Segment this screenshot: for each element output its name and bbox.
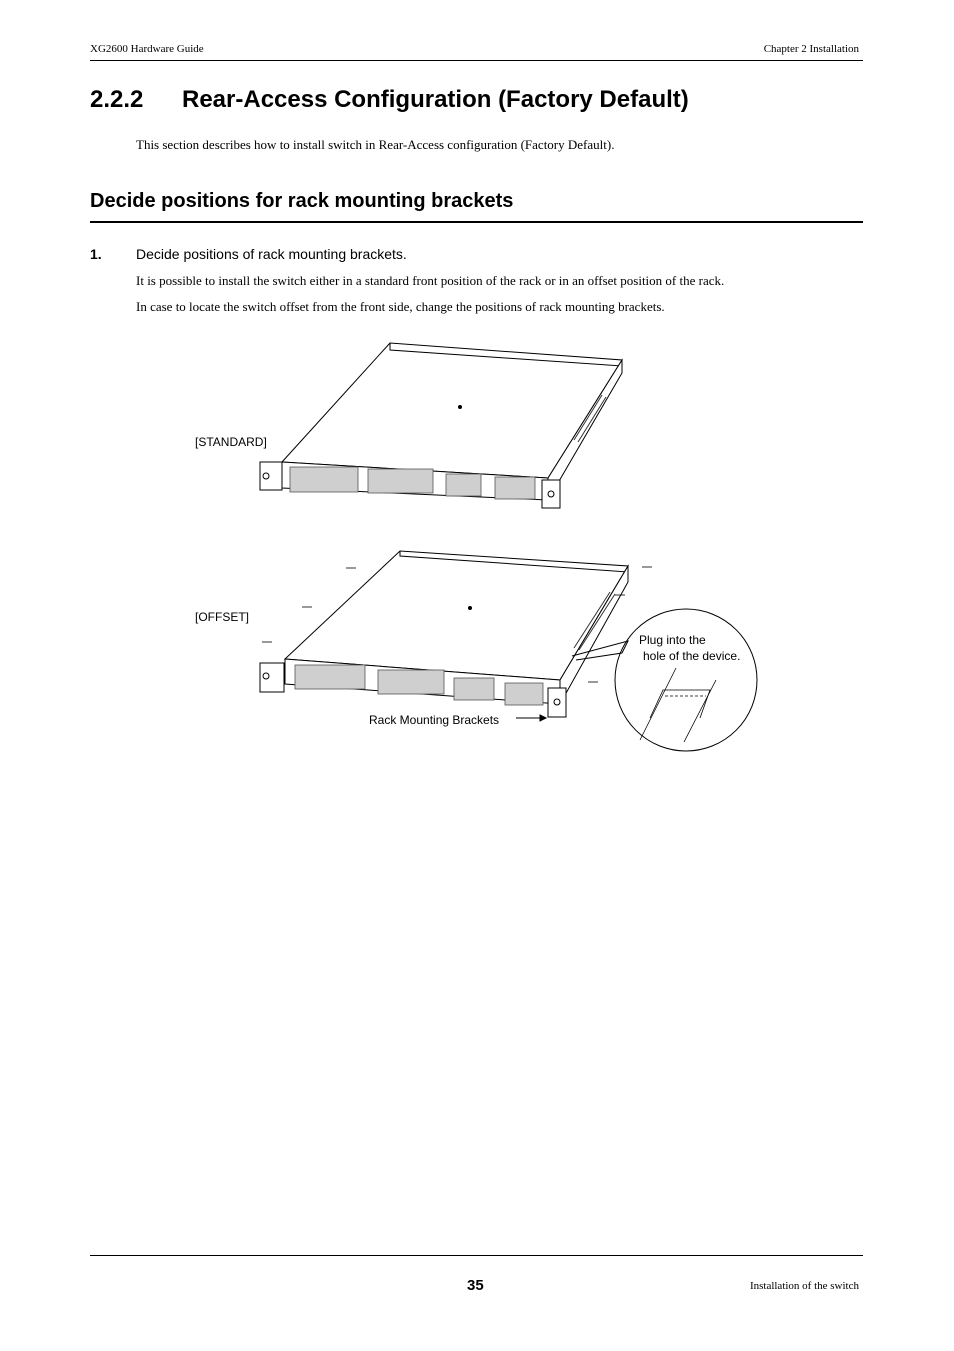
subsection-title: Decide positions for rack mounting brackets (90, 190, 514, 212)
footer-section: Installation of the switch (749, 1280, 859, 1292)
callout-text: Plug into the (639, 633, 706, 647)
step-number: 1. (90, 246, 102, 262)
subsection-divider (90, 221, 863, 223)
section-intro: This section describes how to install switch in Rear-Access configuration (Factory Default). (136, 137, 615, 152)
step-paragraph: In case to locate the switch offset from the front side, change the positions of rack mounting brackets. (136, 299, 665, 314)
header-divider (90, 60, 863, 61)
offset-label: [OFFSET] (195, 610, 249, 624)
callout-text: hole of the device. (643, 649, 741, 663)
section-heading (90, 86, 689, 114)
step-paragraph: It is possible to install the switch either in a standard front position of the rack or in an offset position of the rack. (136, 273, 725, 288)
header-doc-title: XG2600 Hardware Guide (90, 43, 204, 55)
rack-brackets-arrow (516, 715, 546, 721)
rack-brackets-label: Rack Mounting Brackets (369, 713, 500, 727)
switch-standard-drawing (260, 343, 622, 508)
header-chapter: Chapter 2 Installation (763, 43, 859, 55)
step-title: Decide positions of rack mounting brackets. (136, 246, 407, 262)
switch-offset-drawing (260, 551, 652, 717)
page-number: 35 (467, 1277, 484, 1294)
standard-label: [STANDARD] (195, 435, 267, 449)
footer-divider (90, 1255, 863, 1256)
section-number: 2.2.2 (90, 86, 144, 113)
rack-bracket-illustration (185, 335, 775, 755)
section-title: Rear-Access Configuration (Factory Default) (182, 86, 689, 113)
